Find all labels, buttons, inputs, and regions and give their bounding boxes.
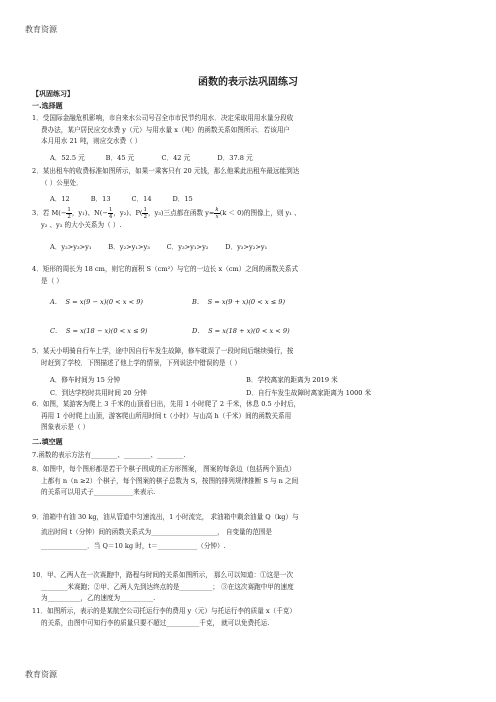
question-2-line-2: （ ）公里处． xyxy=(41,178,83,187)
question-9-line-2: 流出时间 t（分钟）间的函数关系式为____________________， 自变量的范围是 xyxy=(41,527,273,536)
question-1-line-3: 本月用水 21 吨，则应交水费（ ） xyxy=(41,137,142,145)
question-6-line-1: 6．如图，某游客为爬上 3 千米的山顶看日出，先用 1 小时爬了 2 千米，休息 0.5 小时后， xyxy=(32,400,301,408)
section-fill-heading: 二.填空题 xyxy=(32,438,63,446)
question-6-line-3: 图象表示是（ ） xyxy=(41,423,90,431)
question-3-tail: (k ＜ 0)的图像上，则 y₁ 、 xyxy=(219,209,301,217)
question-1 xyxy=(32,113,470,148)
question-2 xyxy=(32,166,470,189)
question-2-options: A．12 B．13 C．14 D．15 xyxy=(50,195,193,203)
question-3-line-2: y₂ 、y₃ 的大小关系为（ ）. xyxy=(41,221,122,229)
question-11-line-2: 的关系，由图中可知行李的质量只要不超过__________千克， 就可以免费托运. xyxy=(41,618,270,627)
question-1-line-1: 1．受国际金融危机影响，市自来水公司号召全市市民节约用水．决定采取用用水量分段收 xyxy=(32,114,294,122)
question-8-line-1: 8．如图中，每个图形都是若干个棋子围成的正方形图案， 图案的每条边（包括两个顶点） xyxy=(32,465,296,473)
question-5-option-d: D．自行车发生故障时离家距离为 1000 米 xyxy=(246,389,372,397)
question-3-mid-3: ，y₃)三点都在函数 y= xyxy=(147,209,215,217)
question-8-line-2: 上都有 n（n ≥2）个棋子，每个图案的棋子总数为 S，按图的排列规律推断 S 与 n 之间 xyxy=(41,476,299,485)
question-5 xyxy=(32,346,470,369)
question-4-option-a: A． S = x(9 − x)(0 < x < 9) xyxy=(50,298,143,306)
question-5-option-b: B．学校离家的距离为 2019 米 xyxy=(246,376,338,384)
n-x-fraction: $\frac{1}{4}$ xyxy=(108,206,113,220)
question-10 xyxy=(32,570,470,605)
question-5-option-a: A．修车时间为 15 分钟 xyxy=(50,376,121,384)
question-9 xyxy=(32,510,470,554)
running-head: 教育资源 xyxy=(25,25,57,34)
p-x-fraction: $\frac{1}{2}$ xyxy=(143,206,147,220)
question-3-mid-1: ，y₁)、N(− xyxy=(71,209,108,217)
question-10-line-3: 为__________，乙的速度为__________. xyxy=(41,594,156,602)
question-8 xyxy=(32,464,470,499)
question-3-mid-2: ，y₂)、P( xyxy=(113,209,143,217)
question-4-line-1: 4．矩形的周长为 18 cm，则它的面积 S（cm²）与它的一边长 x（cm）之间的函数关系式 xyxy=(32,265,299,273)
page-title: 函数的表示法巩固练习 xyxy=(198,77,298,88)
question-6 xyxy=(32,399,470,434)
question-4-option-d: D． S = x(18 + x)(0 < x < 9) xyxy=(192,327,290,335)
question-7 xyxy=(32,450,470,462)
section-tag: 【巩固练习】 xyxy=(32,90,74,98)
question-5-line-1: 5．某天小明骑自行车上学，途中因自行车发生故障，修车耽误了一段时间后继续骑行，按 xyxy=(32,347,294,355)
question-10-line-1: 10．甲、乙两人在一次赛跑中，路程与时间的关系如图所示， 那么可以知道：①这是一次 xyxy=(32,571,294,579)
question-3 xyxy=(32,206,470,232)
question-4-line-2: 是（ ） xyxy=(41,276,63,285)
question-5-option-c: C．到达学校时共用时间 20 分钟 xyxy=(50,389,147,397)
question-1-options: A．52.5 元 B．45 元 C．42 元 D．37.8 元 xyxy=(50,154,253,162)
question-4-option-c: C． S = x(18 − x)(0 < x ≤ 9) xyxy=(50,327,148,335)
m-x-fraction: $\frac{1}{2}$ xyxy=(67,206,71,220)
section-choice-heading: 一.选择题 xyxy=(32,102,63,110)
question-9-line-3: ______________．当 Q＝10 kg 时，t＝____________（分钟）. xyxy=(41,542,226,550)
running-foot: 教育资源 xyxy=(25,670,57,679)
question-6-line-2: 再用 1 小时爬上山顶，游客爬山所用时间 t（小时）与山高 h（千米）间的函数关系用 xyxy=(41,411,292,420)
question-3-options: A．y₂>y₃>y₁ B．y₂>y₁>y₃ C．y₃>y₁>y₂ D．y₃>y₂>y₁ xyxy=(50,243,268,251)
question-2-line-1: 2．某出租车的收费标准如图所示，如果一乘客只有 20 元钱，那么他乘此出租车最远能到达 xyxy=(32,167,300,175)
question-11-line-1: 11．如图所示，表示的是某航空公司托运行李的费用 y（元）与托运行李的质量 x（千克） xyxy=(32,607,296,615)
k-over-x-fraction: $\frac{k}{x}$ xyxy=(215,206,219,220)
question-7-text: 7.函数的表示方法有________、________、________. xyxy=(32,451,186,459)
question-3-lead: 3．若 M(− xyxy=(32,209,67,217)
question-10-line-2: ________米赛跑；②甲、乙两人先到达终点的是__________； ③在这次赛跑中甲的速度 xyxy=(41,582,294,591)
question-4-option-b: B． S = x(9 + x)(0 < x ≤ 9) xyxy=(192,298,286,306)
question-11 xyxy=(32,606,470,629)
question-5-line-2: 时赶到了学校．下图描述了他上学的情景，下列说法中错误的是（ ） xyxy=(41,358,241,367)
question-1-line-2: 费办法，某户居民应交水费 y（元）与用水量 x（吨）的函数关系如图所示．若该用户 xyxy=(41,125,291,134)
question-9-line-1: 9．油箱中有油 30 kg，油从管道中匀速流出，1 小时流完， 求油箱中剩余油量 Q（kg）与 xyxy=(32,513,299,521)
question-8-line-3: 的关系可以用式子____________来表示. xyxy=(41,488,156,496)
question-4 xyxy=(32,264,470,287)
